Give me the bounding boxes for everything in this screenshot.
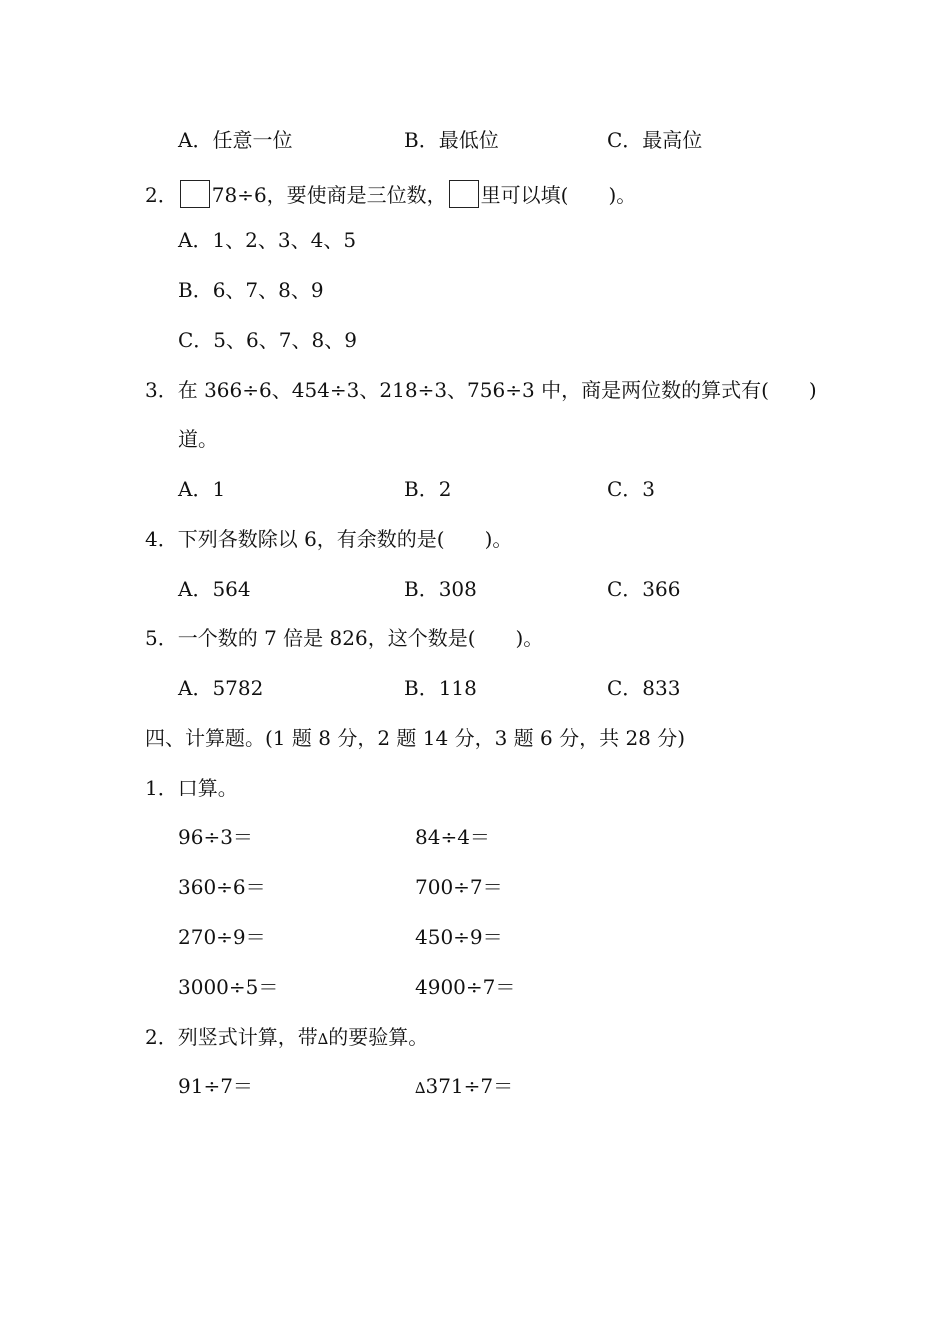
- part2-title-after: 的要验算。: [328, 1025, 429, 1049]
- mental-calc-item: 270÷9＝: [178, 925, 266, 949]
- part2-title-before: 2．列竖式计算，带: [145, 1025, 318, 1049]
- q1-option-b: B．最低位: [404, 128, 499, 152]
- q1-option-c: C．最高位: [607, 128, 703, 152]
- q4-option-c: C．366: [607, 577, 681, 601]
- triangle-icon: ∆: [415, 1079, 426, 1097]
- q4-question: 4．下列各数除以 6，有余数的是( )。: [145, 527, 513, 551]
- q4-option-a: A．564: [178, 577, 251, 601]
- q2-text-part1: 78÷6，要使商是三位数，: [211, 183, 447, 207]
- answer-box: [449, 180, 479, 208]
- q5-option-b: B．118: [404, 676, 477, 700]
- q1-option-a: A．任意一位: [178, 128, 293, 152]
- q3-question-line2: 道。: [178, 427, 218, 451]
- q2-question: [145, 180, 636, 209]
- answer-box: [180, 180, 210, 208]
- q4-option-b: B．308: [404, 577, 477, 601]
- vertical-calc-item: 91÷7＝: [178, 1074, 253, 1098]
- mental-calc-item: 3000÷5＝: [178, 975, 279, 999]
- q3-option-a: A．1: [178, 477, 226, 501]
- vertical-calc-item-verify: [415, 1072, 513, 1102]
- mental-calc-item: 360÷6＝: [178, 875, 266, 899]
- q3-option-b: B．2: [404, 477, 452, 501]
- q5-question: 5．一个数的 7 倍是 826，这个数是( )。: [145, 626, 544, 650]
- section4-heading: 四、计算题。(1 题 8 分，2 题 14 分，3 题 6 分，共 28 分): [145, 726, 686, 750]
- part2-title: [145, 1023, 428, 1053]
- part1-title: 1．口算。: [145, 776, 238, 800]
- q2-number: 2．: [145, 183, 178, 207]
- mental-calc-item: 4900÷7＝: [415, 975, 516, 999]
- q2-text-part2: 里可以填( )。: [480, 183, 637, 207]
- q2-option-c: C．5、6、7、8、9: [178, 328, 357, 352]
- q5-option-a: A．5782: [178, 676, 264, 700]
- q2-option-b: B．6、7、8、9: [178, 278, 324, 302]
- q3-question-line1: 3．在 366÷6、454÷3、218÷3、756÷3 中，商是两位数的算式有( ): [145, 378, 817, 402]
- mental-calc-item: 450÷9＝: [415, 925, 503, 949]
- vertical-calc-expr: 371÷7＝: [425, 1074, 514, 1098]
- q5-option-c: C．833: [607, 676, 681, 700]
- mental-calc-item: 84÷4＝: [415, 825, 490, 849]
- q3-option-c: C．3: [607, 477, 656, 501]
- mental-calc-item: 96÷3＝: [178, 825, 253, 849]
- mental-calc-item: 700÷7＝: [415, 875, 503, 899]
- triangle-icon: ∆: [317, 1030, 329, 1048]
- q2-option-a: A．1、2、3、4、5: [178, 228, 357, 252]
